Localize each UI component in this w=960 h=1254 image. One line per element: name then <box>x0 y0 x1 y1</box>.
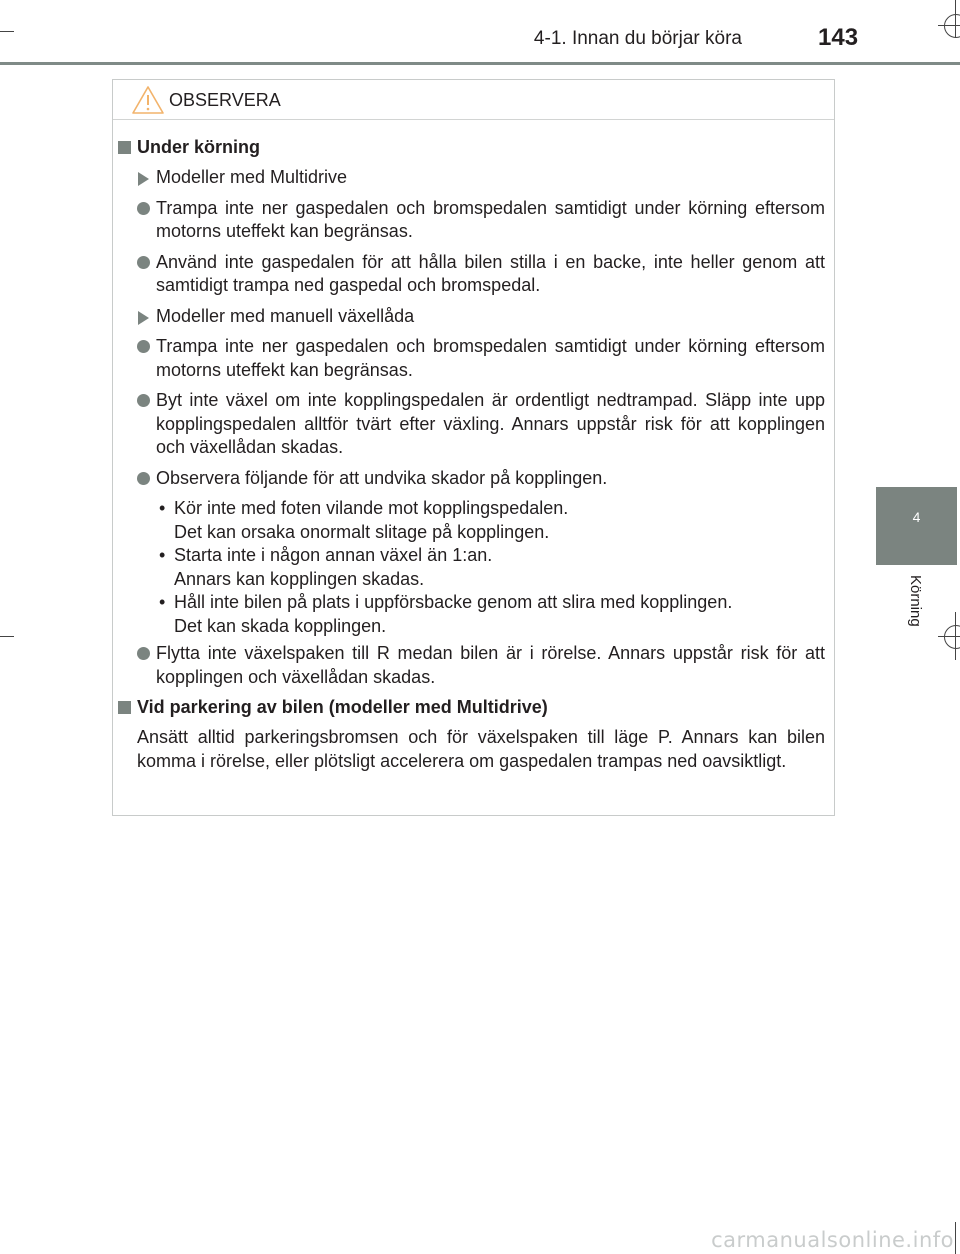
parking-paragraph: Ansätt alltid parkeringsbromsen och för växelspaken till läge P. Annars kan bilen komma i rörelse, eller plötsligt accelerera om gaspedalen trampas ned oavsiktligt. <box>137 727 825 771</box>
list-item <box>113 335 834 382</box>
circle-bullet-icon <box>137 340 150 353</box>
sub-list-line: Starta inte i någon annan växel än 1:an. <box>174 545 493 565</box>
warning-content <box>113 136 834 773</box>
sub-list-marker: • <box>159 545 166 565</box>
list-item <box>113 251 834 298</box>
triangle-bullet-icon <box>138 311 149 325</box>
subsection-multidrive <box>113 166 834 190</box>
section-title: 4-1. Innan du börjar köra <box>533 28 742 49</box>
list-item-text: Observera följande för att undvika skador på kopplingen. <box>156 467 608 488</box>
list-item-text: Trampa inte ner gaspedalen och bromspedalen samtidigt under körning eftersom motorns uteffekt kan begränsas. <box>156 197 825 241</box>
section-heading-text: Vid parkering av bilen (modeller med Multidrive) <box>137 697 548 717</box>
list-item <box>113 642 834 689</box>
triangle-bullet-icon <box>138 172 149 186</box>
list-item-text: Använd inte gaspedalen för att hålla bilen stilla i en backe, inte heller genom att samtidigt trampa ned gaspedal och bromspedal. <box>156 251 825 295</box>
watermark: carmanualsonline.info <box>711 1228 954 1252</box>
circle-bullet-icon <box>137 394 150 407</box>
sub-list-marker: • <box>159 498 166 518</box>
list-item <box>113 467 834 491</box>
sub-list <box>113 497 834 638</box>
chapter-tab <box>876 487 957 565</box>
sub-list-item <box>156 544 825 591</box>
circle-bullet-icon <box>137 472 150 485</box>
header-rule <box>0 62 960 65</box>
warning-box-header <box>113 80 834 120</box>
warning-box <box>112 79 835 816</box>
section-heading-parking <box>113 696 834 720</box>
sub-list-item <box>156 591 825 638</box>
sub-list-line: Annars kan kopplingen skadas. <box>174 568 425 589</box>
list-item-text: Byt inte växel om inte kopplingspedalen är ordentligt nedtrampad. Släpp inte upp kopplingspedalen alltför tvärt efter växling. Annars uppstår risk för att kopplingen och växellådan skadas. <box>156 390 825 457</box>
chapter-label-text: Körning <box>907 575 924 627</box>
page-number: 143 <box>818 24 859 51</box>
circle-bullet-icon <box>137 256 150 269</box>
circle-bullet-icon <box>137 202 150 215</box>
sub-list-marker: • <box>159 592 166 612</box>
warning-box-title: OBSERVERA <box>169 90 281 110</box>
sub-list-line: Det kan skada kopplingen. <box>174 615 387 636</box>
subsection-label: Modeller med Multidrive <box>156 167 348 187</box>
list-item-text: Trampa inte ner gaspedalen och bromspedalen samtidigt under körning eftersom motorns uteffekt kan begränsas. <box>156 336 825 380</box>
list-item <box>113 197 834 244</box>
square-bullet-icon <box>118 141 131 154</box>
list-item-text: Flytta inte växelspaken till R medan bilen är i rörelse. Annars uppstår risk för att kopplingen och växellådan skadas. <box>156 643 825 687</box>
square-bullet-icon <box>118 701 131 714</box>
sub-list-item <box>156 497 825 544</box>
circle-bullet-icon <box>137 647 150 660</box>
chapter-number: 4 <box>912 509 921 525</box>
subsection-label: Modeller med manuell växellåda <box>156 305 415 326</box>
sub-list-line: Det kan orsaka onormalt slitage på kopplingen. <box>174 521 550 542</box>
sub-list-line: Kör inte med foten vilande mot kopplingspedalen. <box>174 498 569 518</box>
section-heading-text: Under körning <box>137 137 261 157</box>
warning-triangle-icon <box>131 85 165 115</box>
subsection-manual <box>113 305 834 329</box>
chapter-label <box>904 575 926 645</box>
sub-list-line: Håll inte bilen på plats i uppförsbacke genom att slira med kopplingen. <box>174 592 733 612</box>
section-heading-driving <box>113 136 834 160</box>
list-item <box>113 389 834 460</box>
